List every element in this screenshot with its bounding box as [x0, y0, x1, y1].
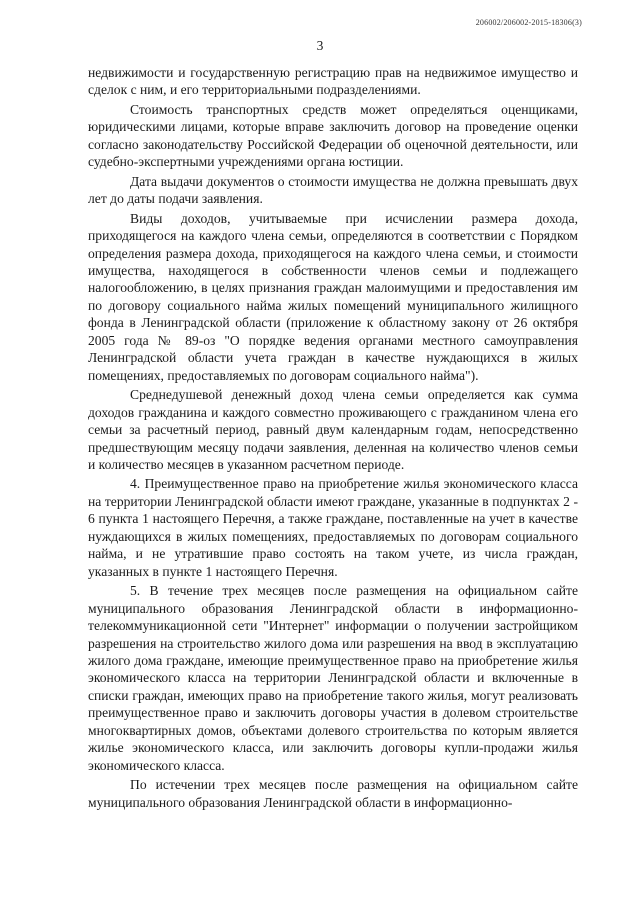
paragraph-average-income: Среднедушевой денежный доход члена семьи определяется как сумма доходов гражданина и каждого совместно проживающего с гражданином члена его семьи за расчетный период, равный двум календарным годам, непосредственно предшествующим месяцу подачи заявления, деленная на количество членов семьи и количество месяцев в указанном расчетном периоде. — [88, 387, 578, 472]
document-code: 206002/206002-2015-18306(3) — [475, 18, 582, 27]
paragraph-income-types: Виды доходов, учитываемые при исчислении размера дохода, приходящегося на каждого члена семьи, определяются в соответствии с Порядком определения размера дохода, приходящегося на каждого члена семьи, и стоимости имущества, находящегося в собственности членов семьи и подлежащего налогообложению, в целях признания граждан малоимущими и предоставления им по договору социального найма жилых помещений муниципального жилищного фонда в Ленинградской области (приложение к областному закону от 26 октября 2005 года № 89-оз "О порядке ведения органами местного самоуправления Ленинградской области учета граждан в качестве нуждающихся в жилых помещениях, предоставляемых по договорам социального найма"). — [88, 210, 578, 383]
document-body — [88, 64, 578, 813]
paragraph-vehicle-valuation: Стоимость транспортных средств может определяться оценщиками, юридическими лицами, которые вправе заключить договор на проведение оценки согласно законодательству Российской Федерации об оценочной деятельности, или судебно-экспертными учреждениями органа юстиции. — [88, 101, 578, 170]
paragraph-document-date: Дата выдачи документов о стоимости имущества не должна превышать двух лет до даты подачи заявления. — [88, 173, 578, 207]
paragraph-item-4: 4. Преимущественное право на приобретение жилья экономического класса на территории Ленинградской области имеют граждане, указанные в подпунктах 2 - 6 пункта 1 настоящего Перечня, а также граждане, поставленные на учет в качестве нуждающихся в жилых помещениях, предоставляемых по договорам социального найма, и не утратившие право состоять на таком учете, из числа граждан, указанных в пункте 1 настоящего Перечня. — [88, 476, 578, 579]
paragraph-continuation: недвижимости и государственную регистрацию прав на недвижимое имущество и сделок с ним, и его территориальными подразделениями. — [88, 65, 578, 98]
paragraph-after-expiry: По истечении трех месяцев после размещения на официальном сайте муниципального образования Ленинградской области в информационно- — [88, 777, 578, 810]
page-number: 3 — [316, 38, 324, 53]
paragraph-item-5: 5. В течение трех месяцев после размещения на официальном сайте муниципального образования Ленинградской области в информационно-телекоммуникационной сети "Интернет" информации о получении застройщиком разрешения на строительство жилого дома или разрешения на ввод в эксплуатацию жилого дома граждане, имеющие преимущественное право на приобретение жилья экономического класса на территории Ленинградской области и включенные в списки граждан, имеющих право на приобретение такого жилья, могут реализовать преимущественное право и заключить договоры участия в долевом строительстве многоквартирных домов, объектами долевого строительства по которым является жилье экономического класса, или заключить договоры купли-продажи жилья экономического класса. — [88, 583, 578, 773]
